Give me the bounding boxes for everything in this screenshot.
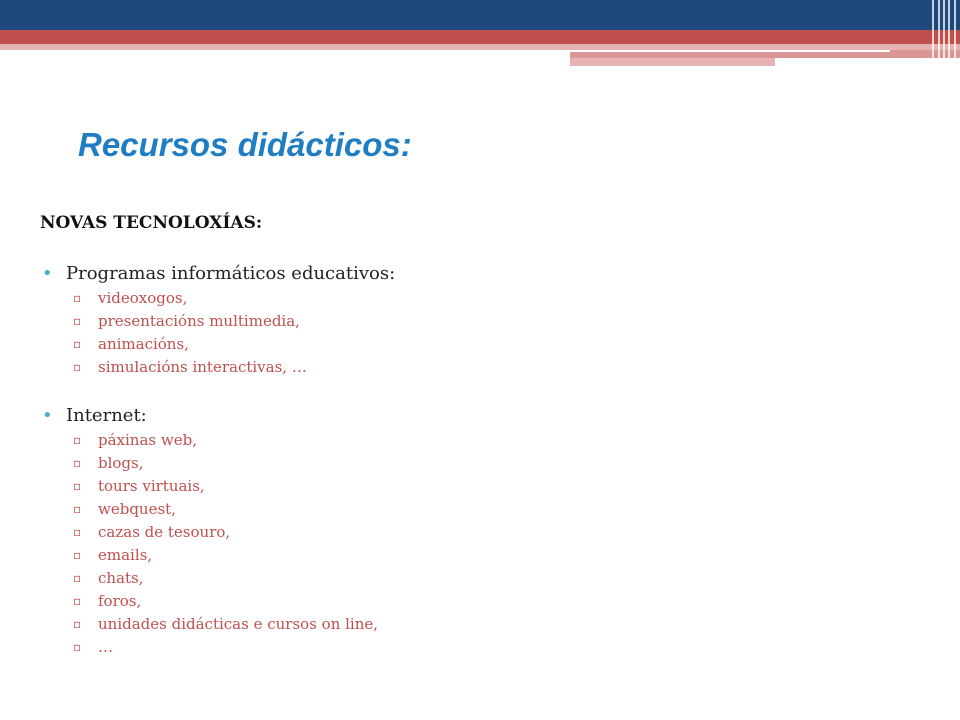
bullet-item (40, 403, 900, 429)
sub-item (40, 356, 900, 379)
sub-item (40, 310, 900, 333)
sub-item (40, 544, 900, 567)
sub-item (40, 567, 900, 590)
sub-item-label: blogs, (98, 454, 144, 472)
sub-item-label: webquest, (98, 500, 176, 518)
square-bullet-icon: ▫ (73, 314, 82, 328)
bullet-label: Internet: (66, 405, 147, 426)
sub-item-label: chats, (98, 569, 144, 587)
header-stripes (928, 0, 960, 66)
sub-item-label: tours virtuais, (98, 477, 205, 495)
slide-title: Recursos didácticos: (78, 126, 412, 163)
square-bullet-icon: ▫ (73, 479, 82, 493)
square-bullet-icon: ▫ (73, 548, 82, 562)
square-bullet-icon: ▫ (73, 525, 82, 539)
sub-item-label: páxinas web, (98, 431, 197, 449)
square-bullet-icon: ▫ (73, 291, 82, 305)
sub-item (40, 429, 900, 452)
square-bullet-icon: ▫ (73, 571, 82, 585)
sub-item (40, 475, 900, 498)
square-bullet-icon: ▫ (73, 640, 82, 654)
sub-item (40, 521, 900, 544)
sub-item (40, 636, 900, 659)
group-internet (40, 403, 900, 659)
square-bullet-icon: ▫ (73, 617, 82, 631)
group-programas (40, 261, 900, 379)
sub-item-label: cazas de tesouro, (98, 523, 231, 541)
sub-item-label: unidades didácticas e cursos on line, (98, 615, 379, 633)
header-band-line (570, 50, 890, 52)
sub-item-label: presentacións multimedia, (98, 312, 300, 330)
square-bullet-icon: ▫ (73, 502, 82, 516)
sub-item (40, 287, 900, 310)
header-band-red (0, 30, 960, 44)
square-bullet-icon: ▫ (73, 337, 82, 351)
sub-list (40, 287, 900, 379)
sub-item-label: foros, (98, 592, 142, 610)
slide-content (40, 213, 900, 683)
bullet-dot-icon: • (42, 263, 53, 284)
sub-list (40, 429, 900, 659)
bullet-label: Programas informáticos educativos: (66, 263, 396, 284)
header-band-blue (0, 0, 960, 30)
sub-item-label: videoxogos, (98, 289, 188, 307)
square-bullet-icon: ▫ (73, 433, 82, 447)
square-bullet-icon: ▫ (73, 456, 82, 470)
square-bullet-icon: ▫ (73, 594, 82, 608)
bullet-dot-icon: • (42, 405, 53, 426)
section-heading: NOVAS TECNOLOXÍAS: (40, 213, 263, 233)
bullet-item (40, 261, 900, 287)
sub-item (40, 498, 900, 521)
sub-item (40, 613, 900, 636)
header-band-accent-lower (570, 58, 775, 66)
sub-item-label: emails, (98, 546, 153, 564)
sub-item-label: simulacións interactivas, … (98, 358, 307, 376)
sub-item (40, 333, 900, 356)
sub-item-label: … (98, 638, 113, 656)
square-bullet-icon: ▫ (73, 360, 82, 374)
sub-item (40, 590, 900, 613)
sub-item (40, 452, 900, 475)
sub-item-label: animacións, (98, 335, 189, 353)
